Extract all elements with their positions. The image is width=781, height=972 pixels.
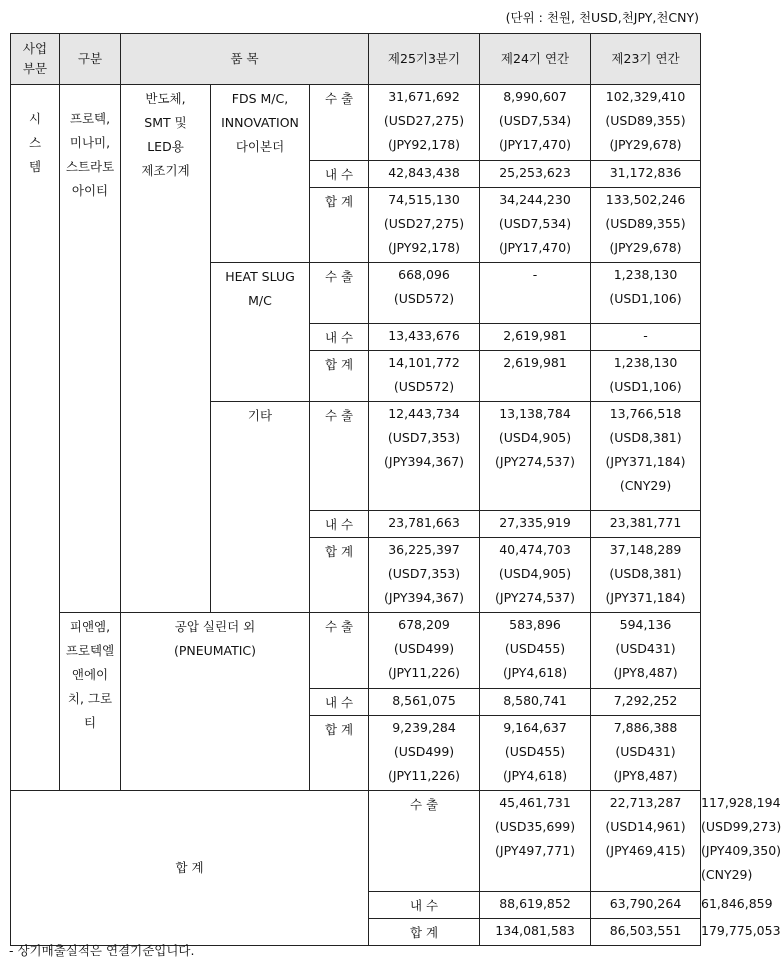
value-line: (USD7,353)	[387, 566, 461, 581]
value-line: (USD7,353)	[387, 430, 461, 445]
value-cell	[369, 324, 480, 351]
value-line: (USD27,275)	[383, 216, 465, 231]
value-line: (USD1,106)	[609, 379, 682, 394]
value-cell	[591, 538, 701, 613]
group-name-1: 프로텍, 미나미, 스트라토 아이티	[60, 85, 121, 613]
value-line: (JPY497,771)	[495, 843, 576, 858]
value-cell	[591, 689, 701, 716]
value-cell	[369, 613, 480, 689]
value-line: (JPY8,487)	[613, 665, 678, 680]
value-cell	[480, 402, 591, 511]
value-cell	[591, 351, 701, 402]
grand-value-cell	[480, 791, 591, 892]
grand-total-label: 합 계	[11, 791, 369, 946]
value-line: (USD35,699)	[494, 819, 576, 834]
value-line: 88,619,852	[499, 896, 571, 911]
kind-export: 수 출	[310, 85, 369, 161]
header-segment: 사업 부문	[11, 34, 60, 85]
product-other: 기타	[211, 402, 310, 613]
value-line: 594,136	[619, 617, 672, 632]
value-line: 2,619,981	[503, 328, 567, 343]
table-row: 합 계 134,081,583 86,503,551 179,775,053	[11, 919, 701, 946]
grand-value-cell	[480, 892, 591, 919]
value-line: 23,381,771	[609, 515, 682, 530]
value-cell	[480, 716, 591, 791]
value-line: (USD8,381)	[609, 430, 682, 445]
kind-total: 합 계	[310, 188, 369, 263]
value-line: (JPY8,487)	[613, 768, 678, 783]
value-line: (JPY274,537)	[495, 590, 576, 605]
value-cell	[369, 716, 480, 791]
kind-domestic: 내 수	[310, 324, 369, 351]
header-category: 구분	[60, 34, 121, 85]
value-line: 1,238,130	[613, 355, 678, 370]
value-line: 8,580,741	[503, 693, 567, 708]
product-fds: FDS M/C, INNOVATION 다이본더	[211, 85, 310, 263]
value-cell	[480, 689, 591, 716]
value-line: 13,138,784	[499, 406, 571, 421]
value-line: 42,843,438	[388, 165, 460, 180]
value-cell	[591, 402, 701, 511]
value-cell	[591, 613, 701, 689]
value-line: (USD7,534)	[498, 216, 572, 231]
value-line: 9,164,637	[503, 720, 567, 735]
value-cell	[480, 161, 591, 188]
value-line: 13,766,518	[609, 406, 682, 421]
footnote: - 상기매출실적은 연결기준입니다.	[9, 943, 195, 958]
value-line: (USD14,961)	[605, 819, 686, 834]
value-line: (JPY92,178)	[387, 137, 461, 152]
value-cell	[591, 263, 701, 324]
value-line: (USD455)	[504, 744, 566, 759]
value-cell	[480, 85, 591, 161]
value-cell	[369, 188, 480, 263]
value-line: 23,781,663	[388, 515, 460, 530]
kind-total: 합 계	[310, 351, 369, 402]
value-line: 36,225,397	[388, 542, 460, 557]
value-line: (USD1,106)	[609, 291, 682, 306]
value-line: (USD4,905)	[498, 566, 572, 581]
value-line: 7,292,252	[613, 693, 678, 708]
value-cell	[591, 188, 701, 263]
value-line: 63,790,264	[609, 896, 682, 911]
value-cell	[591, 324, 701, 351]
value-line: 678,209	[398, 617, 450, 632]
kind-total: 합 계	[310, 716, 369, 791]
product-group: 반도체, SMT 및 LED용 제조기계	[121, 85, 211, 613]
value-cell	[369, 263, 480, 324]
value-line: 9,239,284	[392, 720, 456, 735]
value-line: 7,886,388	[613, 720, 678, 735]
value-line: (JPY394,367)	[384, 590, 465, 605]
value-line: -	[643, 328, 648, 343]
value-line: (USD455)	[504, 641, 566, 656]
kind-export: 수 출	[310, 263, 369, 324]
value-line: (JPY371,184)	[605, 590, 686, 605]
kind-export: 수 출	[310, 613, 369, 689]
grand-value-cell	[591, 791, 701, 892]
value-line: (CNY29)	[619, 478, 672, 493]
value-line: 668,096	[398, 267, 450, 282]
value-line: (USD89,355)	[605, 113, 686, 128]
value-line: (USD572)	[393, 379, 455, 394]
value-line: 45,461,731	[499, 795, 571, 810]
value-line: 14,101,772	[388, 355, 460, 370]
segment-cell: 시 스 템	[11, 85, 60, 791]
value-line: 13,433,676	[388, 328, 460, 343]
value-line: 1,238,130	[613, 267, 678, 282]
value-line: (USD499)	[393, 641, 455, 656]
value-line: (JPY394,367)	[384, 454, 465, 469]
value-line: (JPY17,470)	[498, 240, 572, 255]
value-cell	[480, 613, 591, 689]
value-line: (USD431)	[615, 744, 676, 759]
kind-domestic: 내 수	[369, 892, 480, 919]
value-cell	[369, 402, 480, 511]
value-line: 22,713,287	[609, 795, 682, 810]
value-line: (USD431)	[615, 641, 676, 656]
value-line: (JPY11,226)	[387, 768, 461, 783]
grand-value-cell	[480, 919, 591, 946]
value-line: (JPY92,178)	[387, 240, 461, 255]
grand-value-cell	[591, 919, 701, 946]
value-line: 74,515,130	[388, 192, 460, 207]
product-heat-slug: HEAT SLUG M/C	[211, 263, 310, 402]
group-name-2: 피앤엠, 프로텍엘 앤에이 치, 그로 티	[60, 613, 121, 791]
value-line: (JPY11,226)	[387, 665, 461, 680]
value-cell	[480, 351, 591, 402]
value-cell	[591, 161, 701, 188]
value-line: (JPY274,537)	[495, 454, 576, 469]
unit-note: (단위 : 천원, 천USD,천JPY,천CNY)	[505, 10, 699, 25]
value-line: 583,896	[509, 617, 561, 632]
value-cell	[369, 538, 480, 613]
value-line: 31,671,692	[388, 89, 460, 104]
table-row: 합 계 수 출 45,461,731 (USD35,699) (JPY497,771) 22,713,287 (USD14,961) (JPY469,415) 117,928,194 (USD99,273) (JPY409,350) (CNY29)	[11, 791, 701, 892]
sales-table	[10, 33, 781, 946]
value-line: (USD4,905)	[498, 430, 572, 445]
product-pneumatic: 공압 실린더 외 (PNEUMATIC)	[121, 613, 310, 791]
value-line: 134,081,583	[495, 923, 575, 938]
kind-domestic: 내 수	[310, 689, 369, 716]
value-cell	[591, 85, 701, 161]
value-line: -	[532, 267, 538, 282]
value-line: (USD8,381)	[609, 566, 682, 581]
value-cell	[591, 716, 701, 791]
value-cell	[480, 538, 591, 613]
value-line: 37,148,289	[609, 542, 682, 557]
kind-export: 수 출	[369, 791, 480, 892]
header-col2: 제24기 연간	[480, 34, 591, 85]
value-line: (USD7,534)	[498, 113, 572, 128]
value-line: 2,619,981	[503, 355, 567, 370]
kind-domestic: 내 수	[310, 511, 369, 538]
value-line: (JPY371,184)	[605, 454, 686, 469]
value-cell	[591, 511, 701, 538]
value-line: 40,474,703	[499, 542, 571, 557]
value-line: (USD27,275)	[383, 113, 465, 128]
value-cell	[369, 689, 480, 716]
value-cell	[369, 511, 480, 538]
header-row	[11, 34, 701, 85]
value-line: (JPY469,415)	[605, 843, 686, 858]
grand-value-cell	[591, 892, 701, 919]
value-line: (USD89,355)	[605, 216, 686, 231]
value-line: (JPY4,618)	[502, 665, 568, 680]
table-row: 내 수 88,619,852 63,790,264 61,846,859	[11, 892, 701, 919]
value-line: (JPY4,618)	[502, 768, 568, 783]
value-line: 27,335,919	[499, 515, 571, 530]
value-line: (JPY29,678)	[609, 137, 682, 152]
kind-total: 합 계	[369, 919, 480, 946]
value-line: 133,502,246	[605, 192, 686, 207]
table-row	[11, 613, 701, 689]
value-line: (JPY29,678)	[609, 240, 682, 255]
kind-export: 수 출	[310, 402, 369, 511]
value-line: 25,253,623	[499, 165, 571, 180]
value-line: 86,503,551	[609, 923, 682, 938]
value-line: 34,244,230	[499, 192, 571, 207]
value-line: 8,990,607	[503, 89, 567, 104]
value-line: 102,329,410	[605, 89, 686, 104]
table-row	[11, 85, 701, 161]
kind-total: 합 계	[310, 538, 369, 613]
value-line: (JPY17,470)	[498, 137, 572, 152]
header-item: 품 목	[121, 34, 369, 85]
value-cell	[369, 351, 480, 402]
value-line: 8,561,075	[392, 693, 456, 708]
value-line: 31,172,836	[609, 165, 682, 180]
value-cell	[480, 188, 591, 263]
value-line: (USD572)	[393, 291, 455, 306]
value-cell	[480, 324, 591, 351]
value-cell	[369, 161, 480, 188]
value-line: (USD499)	[393, 744, 455, 759]
header-col1: 제25기3분기	[369, 34, 480, 85]
kind-domestic: 내 수	[310, 161, 369, 188]
value-cell	[480, 511, 591, 538]
value-line: 12,443,734	[388, 406, 460, 421]
value-cell	[480, 263, 591, 324]
value-cell	[369, 85, 480, 161]
header-col3: 제23기 연간	[591, 34, 701, 85]
